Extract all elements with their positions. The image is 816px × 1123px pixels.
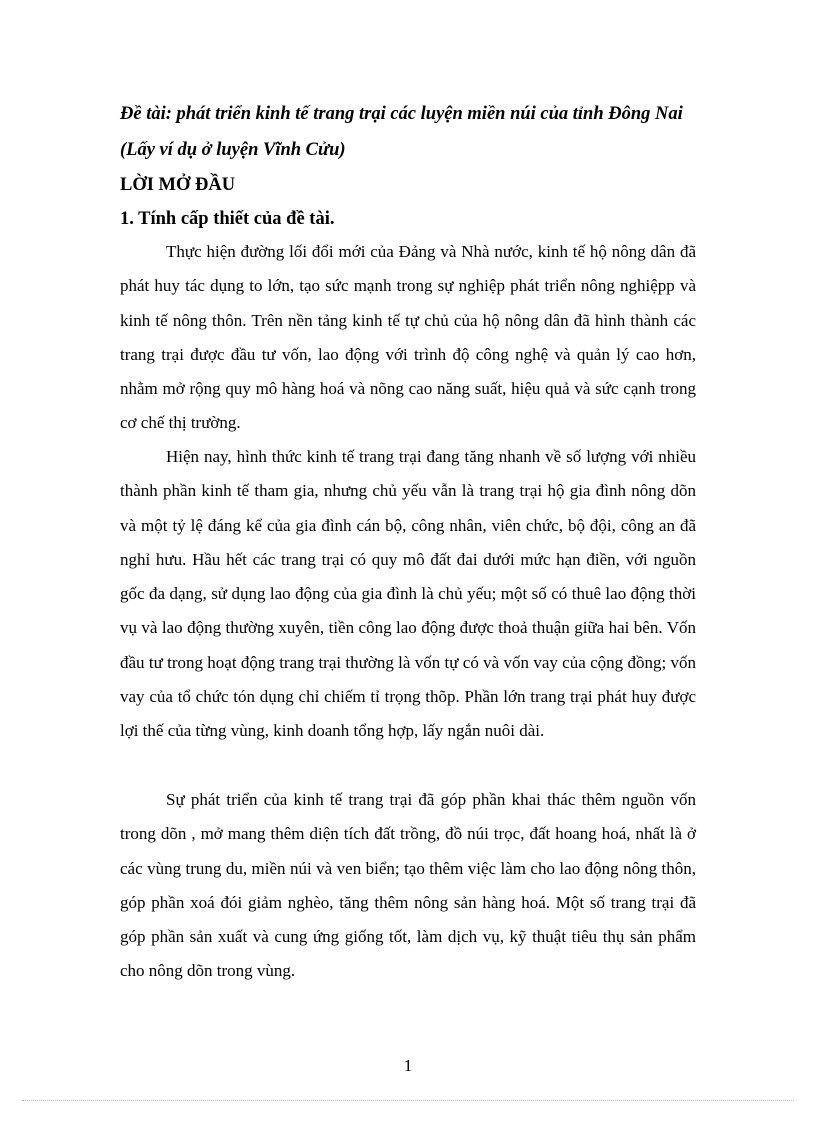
document-title-line-2: (Lấy ví dụ ở luyện Vĩnh Cửu) bbox=[120, 140, 346, 160]
document-title-line-1: Đề tài: phát triển kinh tế trang trại các luyện miền núi của tỉnh Đông Nai bbox=[120, 104, 683, 124]
paragraph-2: Hiện nay, hình thức kinh tế trang trại đang tăng nhanh về số lượng với nhiều thành phần kinh tế tham gia, nhưng chủ yếu vẫn là trang trại hộ gia đình nông dõn và một tỷ lệ đáng kể của gia đình cán bộ, công nhân, viên chức, bộ đội, công an đã nghỉ hưu. Hầu hết các trang trại có quy mô đất đai dưới mức hạn điền, với nguồn gốc đa dạng, sử dụng lao động của gia đình là chủ yếu; một số có thuê lao động thời vụ và lao động thường xuyên, tiền công lao động được thoả thuận giữa hai bên. Vốn đầu tư trong hoạt động trang trại thường là vốn tự có và vốn vay của cộng đồng; vốn vay của tổ chức tón dụng chỉ chiếm tỉ trọng thõp. Phần lớn trang trại phát huy được lợi thế của từng vùng, kinh doanh tổng hợp, lấy ngắn nuôi dài. bbox=[120, 447, 696, 741]
paragraph-3: Sự phát triển của kinh tế trang trại đã góp phần khai thác thêm nguồn vốn trong dõn , mở mang thêm diện tích đất trồng, đồ núi trọc, đất hoang hoá, nhất là ở các vùng trung du, miền núi và ven biển; tạo thêm việc làm cho lao động nông thôn, góp phần xoá đói giảm nghèo, tăng thêm nông sản hàng hoá. Một số trang trại đã góp phần sản xuất và cung ứng giống tốt, làm dịch vụ, kỹ thuật tiêu thụ sản phẩm cho nông dõn trong vùng. bbox=[120, 790, 696, 981]
paragraph-1: Thực hiện đường lối đổi mới của Đảng và Nhà nước, kinh tế hộ nông dân đã phát huy tác dụng to lớn, tạo sức mạnh trong sự nghiệp phát triển nông nghiệpp và kinh tế nông thôn. Trên nền tảng kinh tế tự chủ của hộ nông dân đã hình thành các trang trại được đầu tư vốn, lao động với trình độ công nghệ và quản lý cao hơn, nhằm mở rộng quy mô hàng hoá và nõng cao năng suất, hiệu quả và sức cạnh trong cơ chế thị trường. bbox=[120, 242, 696, 433]
section-heading: 1. Tính cấp thiết của đề tài. bbox=[120, 209, 335, 229]
page-bottom-divider bbox=[22, 1100, 794, 1101]
intro-heading: LỜI MỞ ĐẦU bbox=[120, 175, 236, 195]
page-number: 1 bbox=[403, 1056, 413, 1075]
